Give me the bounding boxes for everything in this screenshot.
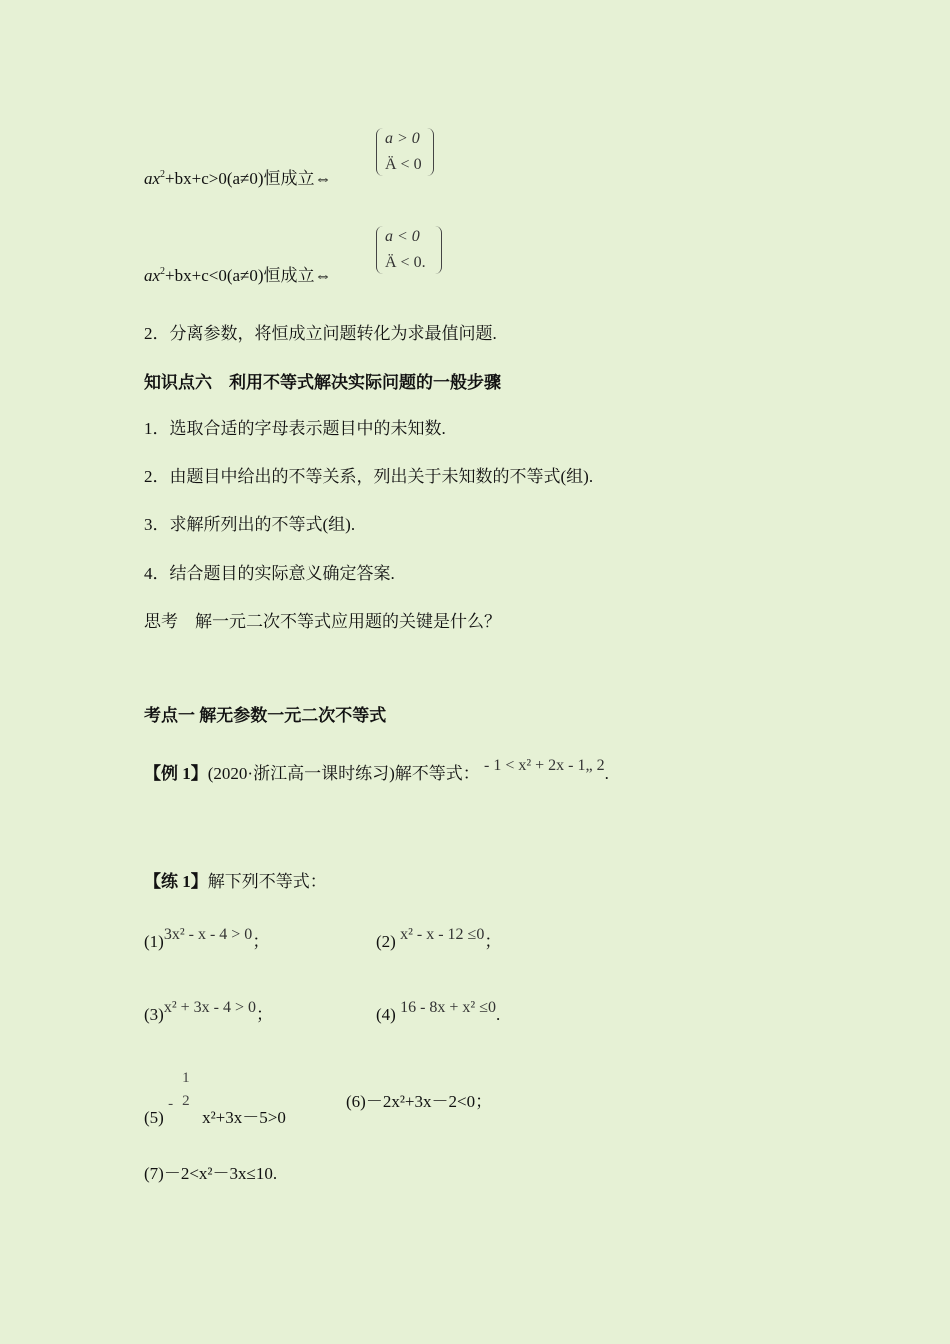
condition-negative-text: +bx+c<0(a≠0)恒成立⇔ <box>165 266 332 285</box>
problem-4 <box>376 999 501 1027</box>
problem-4-math: 16 - 8x + x² ≤0 <box>400 999 497 1016</box>
condition-positive-text: +bx+c>0(a≠0)恒成立⇔ <box>165 169 332 188</box>
practice-1 <box>144 871 327 893</box>
step-item: 2．由题目中给出的不等关系，列出关于未知数的不等式(组). <box>144 467 594 486</box>
problem-4-end: . <box>496 1005 501 1024</box>
example-math: - 1 < x² + 2x - 1„ 2 <box>483 757 605 774</box>
problem-3-label: (3) <box>144 1005 164 1024</box>
fraction-denominator: 2 <box>182 1093 190 1109</box>
condition-positive: $ax^2+bx+c>0(a\ne 0)$恒成立⇔ <box>144 169 332 188</box>
condition-negative: $ax^2+bx+c<0(a\ne 0)$恒成立⇔ <box>144 266 332 285</box>
problem-1-math: 3x² - x - 4 > 0 <box>163 926 253 943</box>
system-positive <box>376 128 434 176</box>
example-text: (2020·浙江高一课时练习)解不等式： <box>207 764 480 783</box>
example-1 <box>144 757 609 786</box>
problem-2-math: x² - x - 12 ≤0 <box>400 926 485 943</box>
fraction-one-half: - 1 2 <box>168 1091 202 1131</box>
problem-3 <box>144 999 273 1027</box>
practice-tag: 【练 1】 <box>144 872 208 891</box>
step-item: 3．求解所列出的不等式(组). <box>144 515 356 534</box>
system-negative-line1: a < 0 <box>385 228 420 245</box>
example-end: . <box>604 764 609 783</box>
problem-5 <box>144 1070 286 1131</box>
problem-5-label: (5) <box>144 1108 164 1127</box>
problem-2-end: ； <box>484 932 502 951</box>
problem-6: (6)－2x²+3x－2<0； <box>346 1092 493 1111</box>
problem-2-label: (2) <box>376 932 396 951</box>
problem-1-end: ； <box>252 932 270 951</box>
problem-1-label: (1) <box>144 932 164 951</box>
think-question: 思考 解一元二次不等式应用题的关键是什么？ <box>144 612 501 631</box>
section-heading-kd1: 考点一 解无参数一元二次不等式 <box>144 706 387 725</box>
problem-5-rest: x²+3x－5>0 <box>202 1108 286 1127</box>
problem-7: (7)－2<x²－3x≤10. <box>144 1164 278 1183</box>
problem-3-end: ； <box>256 1005 273 1024</box>
problem-4-label: (4) <box>376 1005 396 1024</box>
practice-text: 解下列不等式： <box>207 872 327 891</box>
section-heading-k6: 知识点六 利用不等式解决实际问题的一般步骤 <box>144 373 501 392</box>
step-item: 1．选取合适的字母表示题目中的未知数. <box>144 419 446 438</box>
system-negative-line2: Ä < 0. <box>385 254 426 271</box>
step-item: 4．结合题目的实际意义确定答案. <box>144 564 395 583</box>
problem-2 <box>376 926 502 954</box>
problem-1 <box>144 926 270 954</box>
fraction-numerator: 1 <box>182 1070 190 1086</box>
system-positive-line2: Ä < 0 <box>385 156 422 173</box>
example-tag: 【例 1】 <box>144 764 208 783</box>
system-negative <box>376 226 442 274</box>
system-positive-line1: a > 0 <box>385 130 420 147</box>
separate-parameter-item: 2．分离参数，将恒成立问题转化为求最值问题. <box>144 324 497 343</box>
problem-3-math: x² + 3x - 4 > 0 <box>163 999 256 1016</box>
